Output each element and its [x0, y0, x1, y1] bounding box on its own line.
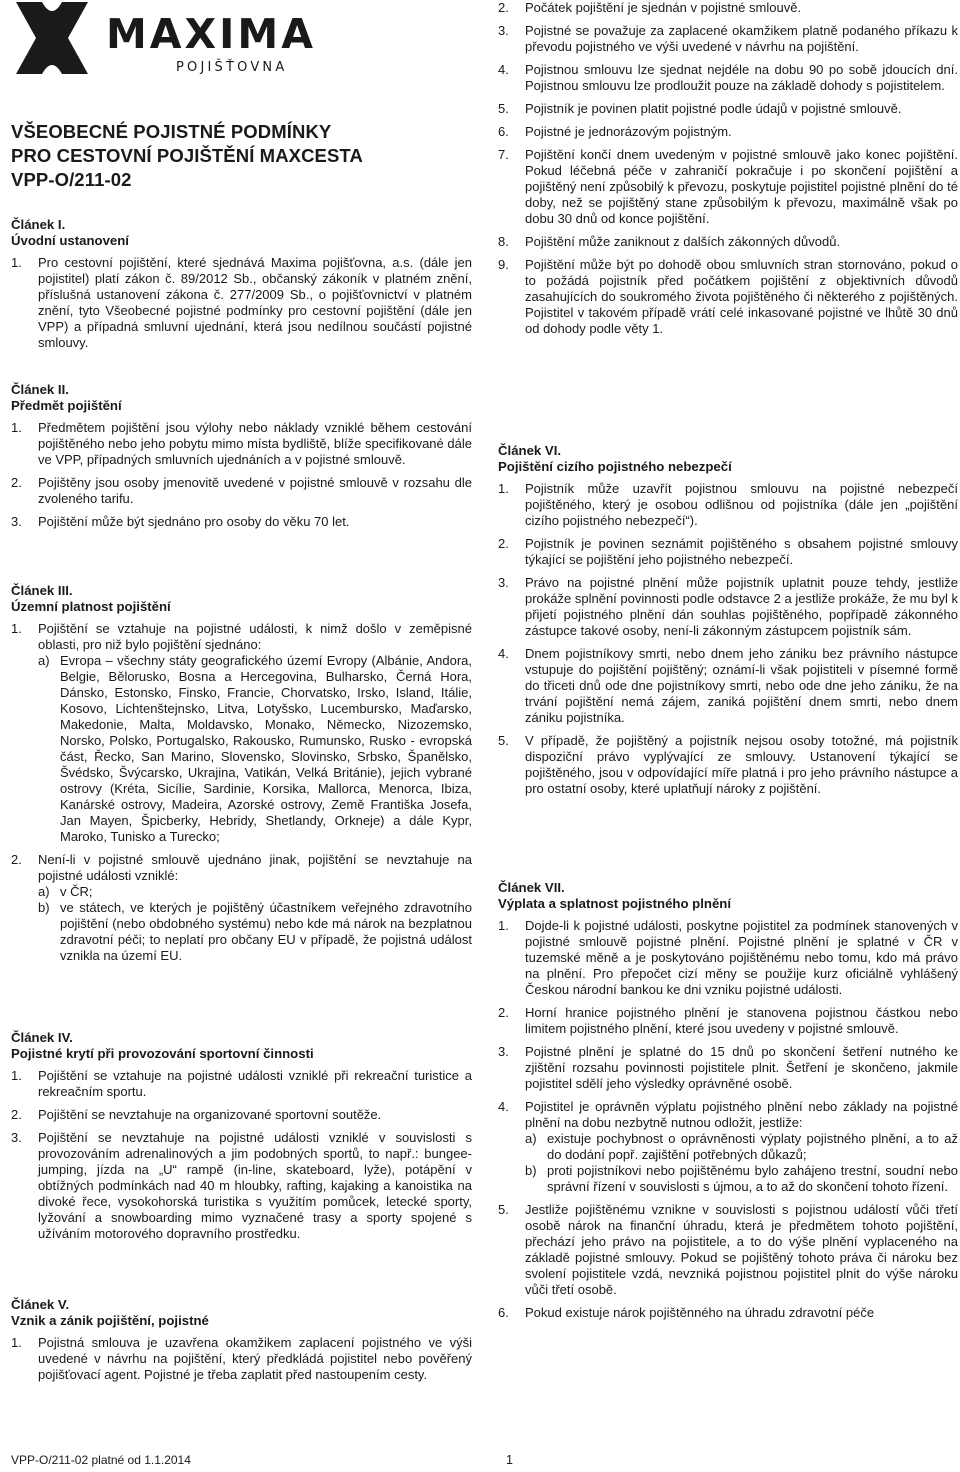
article-5-continued	[498, 0, 958, 337]
article-title: Pojištění cizího pojistného nebezpečí	[498, 459, 732, 474]
brand-name: MAXIMA	[106, 10, 316, 58]
clause: 1. Pojištění se vztahuje na pojistné události, k nimž došlo v zeměpisné oblasti, pro niž bylo pojištění sjednáno: a) Evropa – všechny státy geografického území Evropy (Albánie, Andora, Belgie, Bělorusko, Bosna a Hercegovina, Bulharsko, Černá Hora, Dánsko, Estonsko, Finsko, Francie, Chorvatsko, Irsko, Island, Itálie, Kosovo, Lichtenštejnsko, Litva, Lotyšsko, Lucembursko, Maďarsko, Makedonie, Malta, Moldavsko, Monako, Německo, Nizozemsko, Norsko, Polsko, Portugalsko, Rakousko, Rumunsko, Rusko - evropská část, Řecko, San Marino, Slovensko, Slovinsko, Srbsko, Španělsko, Švédsko, Švýcarsko, Ukrajina, Vatikán, Velká Británie), jejich vybrané ostrovy (Kréta, Sicílie, Sardinie, Korsika, Mallorca, Menorca, Ibiza, Kanárské ostrovy, Madeira, Azorské ostrovy, Země Františka Josefa, Jan Mayen, Špicberky, Hebridy, Shetlandy, Orkneje) a dále Kypr, Maroko, Tunisko a Turecko;	[11, 621, 472, 844]
clause: 2. Není-li v pojistné smlouvě ujednáno jinak, pojištění se nevztahuje na pojistné události vzniklé: a) v ČR; b) ve státech, ve kterých je pojištěný účastníkem veřejného zdravotního pojištění (nebo obdobného systému) nebo kde má nárok na bezplatnou zdravotní péči; to neplatí pro občany EU v případě, že pojistná událost vznikla na území EU.	[11, 852, 472, 963]
clause: 5. V případě, že pojištěný a pojistník nejsou osoby totožné, má pojistník dispoziční právo vyplývající ze smlouvy. Ustanovení týkající se pojištěného, jsou v odpovídající míře platná i pro jeho právního nástupce a pro ostatní osoby, které uplatňují nároky z pojištění.	[498, 733, 958, 796]
article-title: Pojistné krytí při provozování sportovní činnosti	[11, 1046, 314, 1061]
clause: 9. Pojištění může být po dohodě obou smluvních stran stornováno, pokud o to požádá pojistník před počátkem pojištění z objektivních důvodů zasahujících do soukromého života pojištěného či některého z pojištěných. Pojistitel v takovém případě vrátí celé inkasované pojistné ve lhůtě 30 dnů od dohody podle věty 1.	[498, 257, 958, 336]
clause: 1. Dojde-li k pojistné události, poskytne pojistitel za podmínek stanovených v pojistné smlouvě pojistné plnění. Pojistné plnění je splatné v ČR v tuzemské měně a je poskytováno pojištěnému nebo tomu, kdo má právo na plnění. Pro přepočet cizí měny se použije kurz oficiálně vyhlášený Českou národní bankou ke dni vzniku pojistné události.	[498, 918, 958, 997]
article-title: Územní platnost pojištění	[11, 599, 171, 614]
sub-clause: a) v ČR;	[38, 884, 93, 899]
article-number: Článek II.	[11, 382, 69, 397]
clause: 8. Pojištění může zaniknout z dalších zákonných důvodů.	[498, 234, 841, 249]
sub-clause: a) Evropa – všechny státy geografického území Evropy (Albánie, Andora, Belgie, Bělorusko, Bosna a Hercegovina, Bulharsko, Černá Hora, Dánsko, Estonsko, Finsko, Francie, Chorvatsko, Irsko, Island, Itálie, Kosovo, Lichtenštejnsko, Litva, Lotyšsko, Lucembursko, Maďarsko, Makedonie, Malta, Moldavsko, Monako, Německo, Nizozemsko, Norsko, Polsko, Portugalsko, Rakousko, Rumunsko, Rusko - evropská část, Řecko, San Marino, Slovensko, Slovinsko, Srbsko, Španělsko, Švédsko, Švýcarsko, Ukrajina, Vatikán, Velká Británie), jejich vybrané ostrovy (Kréta, Sicílie, Sardinie, Korsika, Mallorca, Menorca, Ibiza, Kanárské ostrovy, Madeira, Azorské ostrovy, Země Františka Josefa, Jan Mayen, Špicberky, Hebridy, Shetlandy, Orkneje) a dále Kypr, Maroko, Tunisko a Turecko;	[38, 653, 472, 844]
clause: 2. Pojištění se nevztahuje na organizované sportovní soutěže.	[11, 1107, 382, 1122]
clause: 3. Pojistné plnění je splatné do 15 dnů po skončení šetření nutného ke zjištění rozsahu povinnosti pojistitele plnit. Šetření je skončeno, jakmile pojistitel sdělí jeho výsledky oprávněné osobě.	[498, 1044, 958, 1091]
clause: 4. Pojistnou smlouvu lze sjednat nejdéle na dobu 90 po sobě jdoucích dní. Pojistnou smlouvu lze prodloužit pouze na základě dohody s pojistitelem.	[498, 62, 958, 93]
clause: 1. Pojistná smlouva je uzavřena okamžikem zaplacení pojistného ve výši uvedené v návrhu na pojištění, který předkládá pojistitel nebo pověřený pojišťovací agent. Pojistné je třeba zaplatit před nastoupením cesty.	[11, 1335, 472, 1382]
sub-clause: a) existuje pochybnost o oprávněnosti výplaty pojistného plnění, a to až do dodání popř. zajištění potřebných důkazů;	[525, 1131, 958, 1162]
sub-clause: b) ve státech, ve kterých je pojištěný účastníkem veřejného zdravotního pojištění (nebo obdobného systému) nebo kde má nárok na bezplatnou zdravotní péči; to neplatí pro občany EU v případě, že pojistná událost vznikla na území EU.	[38, 900, 472, 963]
article-5	[11, 1297, 472, 1383]
clause: 3. Pojištění může být sjednáno pro osoby do věku 70 let.	[11, 514, 350, 529]
article-number: Článek VI.	[498, 443, 562, 458]
maxima-logo	[10, 0, 330, 76]
clause: 5. Pojistník je povinen platit pojistné podle údajů v pojistné smlouvě.	[498, 101, 902, 116]
clause: 4. Pojistitel je oprávněn výplatu pojistného plnění nebo základy na pojistné plnění na dobu nezbytně nutnou odložit, jestliže: a) existuje pochybnost o oprávněnosti výplaty pojistného plnění, a to až do dodání popř. zajištění potřebných důkazů; b) proti pojistníkovi nebo pojištěnému bylo zahájeno trestní, soudní nebo správní řízení v souvislosti s újmou, a to až do skončení tohoto řízení.	[498, 1099, 958, 1194]
brand-subtitle: POJIŠŤOVNA	[176, 60, 288, 75]
clause: 1. Pro cestovní pojištění, které sjednává Maxima pojišťovna, a.s. (dále jen pojistitel) platí zákon č. 89/2012 Sb., občanský zákoník v platném znění, příslušná ustanovení zákona č. 277/2009 Sb., o pojišťovnictví v platném znění, tyto Všeobecné pojistné podmínky pro cestovní pojištění (dále jen VPP) a případná smluvní ujednání, která jsou nedílnou součástí pojistné smlouvy.	[11, 255, 472, 350]
clause: 3. Pojištění se nevztahuje na pojistné události vzniklé v souvislosti s provozováním adrenalinových a jim podobných sportů, to např.: bungee-jumping, jízda na „U“ rampě (in-line, skateboard, lyže), potápění v obtížných podmínkách nad 40 m hloubky, rafting, kajaking a kanoistika na divoké řece, vysokohorská turistika s využitím pomůcek, letecké sporty, lyžování a snowboarding mimo vyznačené trasy a sporty spojené s užíváním motorového dopravního prostředku.	[11, 1130, 472, 1241]
clause: 4. Dnem pojistníkovy smrti, nebo dnem jeho zániku bez právního nástupce vstupuje do pojištění pojištěný; oznámí-li však pojistiteli v písemné formě do třiceti dnů ode dne pojistníkovy smrti, nebo ode dne jeho zániku, že na trvání pojištění nemá zájem, zaniká pojištění dnem smrti, nebo dnem zániku pojistníka.	[498, 646, 958, 725]
clause: 2. Počátek pojištění je sjednán v pojistné smlouvě.	[498, 0, 802, 15]
document-title	[11, 120, 471, 192]
clause: 5. Jestliže pojištěnému vznikne v souvislosti s pojistnou událostí vůči třetí osobě nárok na finanční úhradu, která je předmětem tohoto pojištění, přechází jeho právo na pojistitele, a to do výše plnění vyplaceného na základě pojistné smlouvy. Pokud se pojištěný tohoto práva či nároku bez svolení pojistitele vzdá, nevzniká pojistnou pojistitel plnit do výše nároku vůči třetí osobě.	[498, 1202, 958, 1297]
page-number: 1	[506, 1453, 513, 1467]
article-2	[11, 382, 472, 530]
article-3	[11, 583, 472, 964]
clause: 2. Pojištěny jsou osoby jmenovitě uvedené v pojistné smlouvě v rozsahu dle zvoleného tarifu.	[11, 475, 472, 506]
footer-document-code: VPP-O/211-02 platné od 1.1.2014	[11, 1453, 191, 1467]
article-number: Článek III.	[11, 583, 73, 598]
article-title: Výplata a splatnost pojistného plnění	[498, 896, 732, 911]
article-number: Článek V.	[11, 1297, 70, 1312]
article-7	[498, 880, 958, 1321]
article-1	[11, 217, 472, 351]
article-number: Článek I.	[11, 217, 66, 232]
clause: 1. Pojistník může uzavřít pojistnou smlouvu na pojistné nebezpečí pojištěného, který je osobou odlišnou od pojistníka (dále jen „pojištění cizího pojistného nebezpečí“).	[498, 481, 958, 528]
clause: 2. Horní hranice pojistného plnění je stanovena pojistnou částkou nebo limitem pojistného plnění, které jsou uvedeny v pojistné smlouvě.	[498, 1005, 958, 1036]
clause: 2. Pojistník je povinen seznámit pojištěného s obsahem pojistné smlouvy týkající se pojištění jeho pojistného nebezpečí.	[498, 536, 958, 567]
article-title: Vznik a zánik pojištění, pojistné	[11, 1313, 209, 1328]
clause: 3. Právo na pojistné plnění může pojistník uplatnit pouze tehdy, jestliže prokáže splnění povinnosti podle odstavce 2 a jestliže prokáže, že mu byl k přijetí pojistného plnění dán souhlas pojištěného, popřípadě zákonného zástupce takové osoby, není-li zákonným zástupcem pojistník sám.	[498, 575, 958, 638]
clause: 1. Předmětem pojištění jsou výlohy nebo náklady vzniklé během cestování pojištěného nebo jeho pobytu mimo místa bydliště, blíže specifikované dále ve VPP, případných smluvních ujednáních a v pojistné smlouvě.	[11, 420, 472, 467]
clause: 1. Pojištění se vztahuje na pojistné události vzniklé při rekreační turistice a rekreačním sportu.	[11, 1068, 472, 1099]
sub-clause: b) proti pojistníkovi nebo pojištěnému bylo zahájeno trestní, soudní nebo správní řízení v souvislosti s újmou, a to až do skončení tohoto řízení.	[525, 1163, 958, 1194]
title-line-3: VPP-O/211-02	[11, 169, 132, 190]
clause: 6. Pojistné je jednorázovým pojistným.	[498, 124, 732, 139]
title-line-1: VŠEOBECNÉ POJISTNÉ PODMÍNKY	[11, 121, 332, 142]
article-title: Předmět pojištění	[11, 398, 122, 413]
title-line-2: PRO CESTOVNÍ POJIŠTĚNÍ MAXCESTA	[11, 145, 363, 166]
article-4	[11, 1030, 472, 1242]
article-6	[498, 443, 958, 797]
clause: 3. Pojistné se považuje za zaplacené okamžikem platně podaného příkazu k převodu pojistného ve výši uvedené v návrhu na pojištění.	[498, 23, 958, 54]
article-number: Článek VII.	[498, 880, 565, 895]
article-number: Článek IV.	[11, 1030, 73, 1045]
clause: 7. Pojištění končí dnem uvedeným v pojistné smlouvě jako konec pojištění. Pokud léčebná péče v zahraničí pokračuje i po skončení pojištění a pojištěný není způsobilý k převozu, poskytuje pojistitel pojistné plnění do té doby, než se pojištěný stane způsobilým k převozu, maximálně však po dobu 30 dnů od konce pojištění.	[498, 147, 958, 226]
article-title: Úvodní ustanovení	[11, 233, 129, 248]
clause: 6. Pokud existuje nárok pojištěnného na úhradu zdravotní péče	[498, 1305, 875, 1320]
